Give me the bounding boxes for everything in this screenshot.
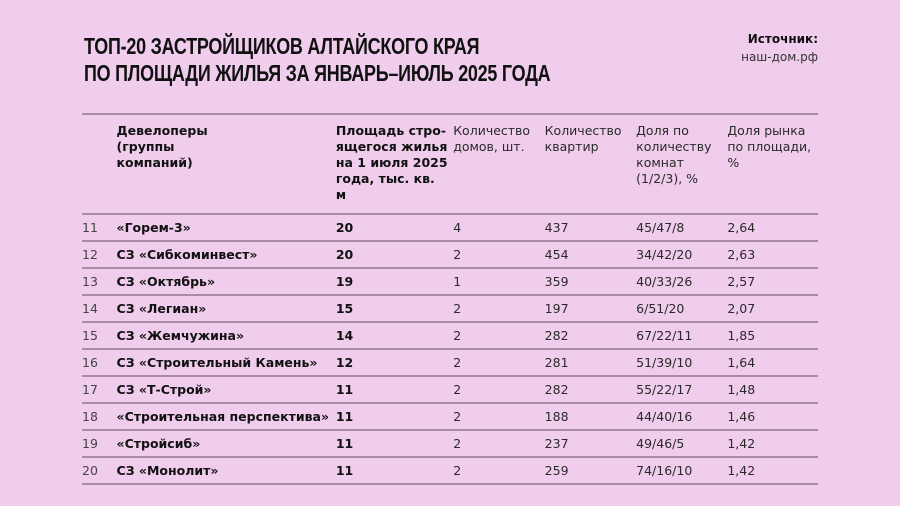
rooms-share-cell: 45/47/8 xyxy=(636,220,685,235)
table-body xyxy=(82,214,818,484)
developer-cell: «Строительная перспектива» xyxy=(116,409,330,424)
rooms-share-cell: 55/22/17 xyxy=(636,382,693,397)
table-row xyxy=(82,349,818,376)
area-cell: 11 xyxy=(335,436,354,451)
area-cell: 11 xyxy=(335,409,354,424)
houses-cell: 2 xyxy=(453,463,462,478)
page-title xyxy=(84,33,550,87)
houses-cell: 4 xyxy=(453,220,462,235)
header-developer: Девелоперы (группы компаний) xyxy=(116,123,208,170)
area-cell: 20 xyxy=(335,220,354,235)
rooms-share-cell: 40/33/26 xyxy=(636,274,693,289)
market-share-cell: 1,48 xyxy=(727,382,756,397)
rooms-share-cell: 74/16/10 xyxy=(636,463,693,478)
rank-cell: 15 xyxy=(82,328,98,343)
rank-cell: 16 xyxy=(82,355,98,370)
rank-cell: 18 xyxy=(82,409,98,424)
developer-cell: СЗ «Легиан» xyxy=(116,301,207,316)
market-share-cell: 2,07 xyxy=(727,301,756,316)
title-line-1: ТОП-20 ЗАСТРОЙЩИКОВ АЛТАЙСКОГО КРАЯ xyxy=(84,33,480,59)
houses-cell: 2 xyxy=(453,247,462,262)
developer-cell: СЗ «Монолит» xyxy=(116,463,219,478)
market-share-cell: 1,42 xyxy=(727,436,756,451)
rank-cell: 12 xyxy=(82,247,98,262)
table-row xyxy=(82,214,818,241)
developer-cell: СЗ «Октябрь» xyxy=(116,274,216,289)
apartments-cell: 237 xyxy=(544,436,569,451)
apartments-cell: 281 xyxy=(544,355,569,370)
area-cell: 20 xyxy=(335,247,354,262)
developer-cell: «Стройсиб» xyxy=(116,436,201,451)
area-cell: 11 xyxy=(335,382,354,397)
table-row xyxy=(82,268,818,295)
developer-cell: «Горем-3» xyxy=(116,220,191,235)
market-share-cell: 1,46 xyxy=(727,409,756,424)
header-row xyxy=(82,114,818,214)
rooms-share-cell: 44/40/16 xyxy=(636,409,693,424)
rank-cell: 20 xyxy=(82,463,98,478)
rank-cell: 17 xyxy=(82,382,98,397)
area-cell: 11 xyxy=(335,463,354,478)
apartments-cell: 188 xyxy=(544,409,569,424)
houses-cell: 2 xyxy=(453,328,462,343)
table-row xyxy=(82,376,818,403)
houses-cell: 1 xyxy=(453,274,462,289)
developer-cell: СЗ «Жемчужина» xyxy=(116,328,245,343)
market-share-cell: 2,63 xyxy=(727,247,756,262)
rooms-share-cell: 49/46/5 xyxy=(636,436,685,451)
apartments-cell: 282 xyxy=(544,328,569,343)
table-row xyxy=(82,403,818,430)
apartments-cell: 282 xyxy=(544,382,569,397)
developer-cell: СЗ «Строительный Камень» xyxy=(116,355,318,370)
rank-cell: 19 xyxy=(82,436,98,451)
houses-cell: 2 xyxy=(453,409,462,424)
area-cell: 12 xyxy=(335,355,354,370)
market-share-cell: 2,64 xyxy=(727,220,756,235)
houses-cell: 2 xyxy=(453,436,462,451)
rooms-share-cell: 67/22/11 xyxy=(636,328,693,343)
rank-cell: 13 xyxy=(82,274,98,289)
developers-table xyxy=(82,113,818,485)
header-area: Площадь стро- ящегося жилья на 1 июля 2025 года, тыс. кв. м xyxy=(335,123,448,202)
table-row xyxy=(82,322,818,349)
developer-cell: СЗ «Т-Строй» xyxy=(116,382,212,397)
rooms-share-cell: 51/39/10 xyxy=(636,355,693,370)
source-label: Источник: xyxy=(747,32,818,46)
market-share-cell: 1,42 xyxy=(727,463,756,478)
developer-cell: СЗ «Сибкоминвест» xyxy=(116,247,258,262)
table-row xyxy=(82,430,818,457)
area-cell: 19 xyxy=(335,274,354,289)
area-cell: 14 xyxy=(335,328,354,343)
header-rank xyxy=(82,114,117,214)
table-row xyxy=(82,457,818,484)
rank-cell: 14 xyxy=(82,301,98,316)
rooms-share-cell: 34/42/20 xyxy=(636,247,693,262)
market-share-cell: 1,64 xyxy=(727,355,756,370)
rooms-share-cell: 6/51/20 xyxy=(636,301,685,316)
apartments-cell: 197 xyxy=(544,301,569,316)
apartments-cell: 454 xyxy=(544,247,569,262)
source-value: наш-дом.рф xyxy=(741,50,818,64)
header-market-share: Доля рынка по площади, % xyxy=(727,123,812,170)
source-block xyxy=(741,30,818,66)
header-rooms-share: Доля по количеству комнат (1/2/3), % xyxy=(636,123,712,186)
header-houses: Количество домов, шт. xyxy=(453,123,531,154)
header-apartments: Количество квартир xyxy=(544,123,622,154)
market-share-cell: 1,85 xyxy=(727,328,756,343)
table-row xyxy=(82,241,818,268)
table-row xyxy=(82,295,818,322)
apartments-cell: 259 xyxy=(544,463,569,478)
apartments-cell: 359 xyxy=(544,274,569,289)
apartments-cell: 437 xyxy=(544,220,569,235)
houses-cell: 2 xyxy=(453,355,462,370)
houses-cell: 2 xyxy=(453,382,462,397)
houses-cell: 2 xyxy=(453,301,462,316)
area-cell: 15 xyxy=(335,301,354,316)
table-header xyxy=(82,114,818,214)
rank-cell: 11 xyxy=(82,220,98,235)
market-share-cell: 2,57 xyxy=(727,274,756,289)
title-line-2: ПО ПЛОЩАДИ ЖИЛЬЯ ЗА ЯНВАРЬ–ИЮЛЬ 2025 ГОДА xyxy=(84,60,551,86)
